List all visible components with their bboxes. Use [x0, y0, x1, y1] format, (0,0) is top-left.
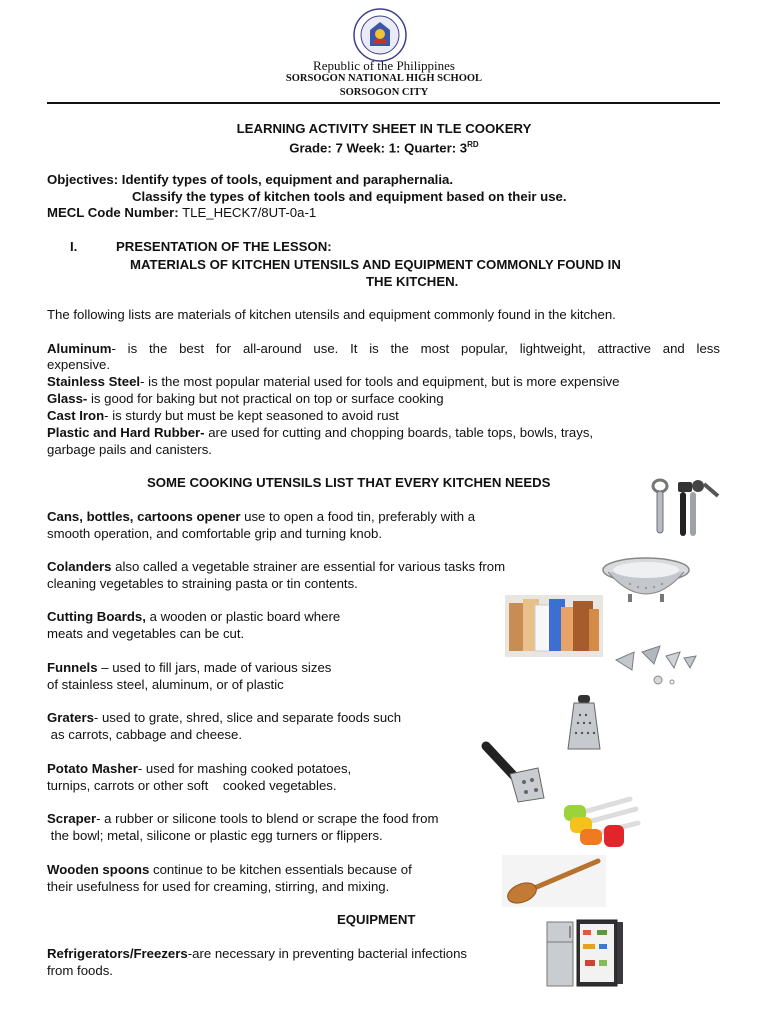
funnel-line2: of stainless steel, aluminum, or of plastic: [47, 677, 284, 692]
grater-line2: as carrots, cabbage and cheese.: [47, 727, 243, 742]
objectives-line1: [47, 172, 453, 188]
mecl-label: MECL Code Number:: [47, 205, 179, 220]
masher-line1: [47, 761, 351, 777]
header-city: SORSOGON CITY: [339, 87, 429, 98]
grater-icon: [566, 695, 602, 751]
deped-seal-icon: [353, 8, 407, 62]
grater-term: Graters: [47, 710, 94, 725]
iron-term: Cast Iron: [47, 408, 105, 423]
opener-term: Cans, bottles, cartoons opener: [47, 509, 241, 524]
grater-desc: - used to grate, shred, slice and separate foods such: [93, 710, 402, 725]
objectives-label: Objectives:: [47, 172, 119, 187]
plastic-desc: are used for cutting and chopping boards, table tops, bowls, trays,: [204, 425, 594, 440]
funnels-icon: [612, 642, 702, 688]
iron-desc: - is sturdy but must be kept seasoned to avoid rust: [104, 408, 399, 423]
plastic-line1: [47, 425, 593, 441]
glass-term: Glass-: [47, 391, 88, 406]
steel-desc: - is the most popular material used for tools and equipment, but is more expensive: [140, 374, 620, 389]
aluminum-line1: [47, 341, 720, 357]
scraper-icon: [560, 795, 644, 857]
spoon-line1: [47, 862, 412, 878]
funnel-line1: [47, 660, 331, 676]
aluminum-line2: expensive.: [47, 357, 111, 372]
colander-line2: cleaning vegetables to straining pasta or tin contents.: [47, 576, 358, 591]
cutting-boards-icon: [505, 595, 603, 657]
intro-text: The following lists are materials of kitchen utensils and equipment commonly found in the kitchen.: [47, 307, 616, 322]
wooden-spoon-icon: [502, 855, 606, 907]
opener-desc: use to open a food tin, preferably with a: [240, 509, 476, 524]
board-line1: [47, 609, 340, 625]
board-desc: a wooden or plastic board where: [145, 609, 341, 624]
spoon-desc: continue to be kitchen essentials because of: [149, 862, 412, 877]
opener-line1: [47, 509, 475, 525]
plastic-term: Plastic and Hard Rubber-: [47, 425, 205, 440]
masher-line2: turnips, carrots or other soft cooked vegetables.: [47, 778, 337, 793]
colander-term: Colanders: [47, 559, 112, 574]
header-divider: [47, 102, 720, 104]
section-heading: PRESENTATION OF THE LESSON:: [116, 239, 332, 254]
iron-line: [47, 408, 399, 424]
header-republic: Republic of the Philippines: [313, 58, 455, 73]
aluminum-term: Aluminum: [47, 341, 112, 356]
header-school: SORSOGON NATIONAL HIGH SCHOOL: [285, 73, 483, 84]
utensils-heading: SOME COOKING UTENSILS LIST THAT EVERY KITCHEN NEEDS: [147, 475, 551, 490]
objective-2: Classify the types of kitchen tools and equipment based on their use.: [132, 189, 567, 204]
grater-line1: [47, 710, 401, 726]
masher-desc: - used for mashing cooked potatoes,: [137, 761, 352, 776]
colander-line1: [47, 559, 505, 575]
masher-term: Potato Masher: [47, 761, 138, 776]
scraper-line1: [47, 811, 438, 827]
scraper-desc: - a rubber or silicone tools to blend or scrape the food from: [96, 811, 439, 826]
section-sub1: MATERIALS OF KITCHEN UTENSILS AND EQUIPMENT COMMONLY FOUND IN: [130, 257, 621, 272]
equipment-heading: EQUIPMENT: [337, 912, 416, 927]
colander-icon: [600, 556, 692, 606]
funnel-desc: – used to fill jars, made of various sizes: [97, 660, 332, 675]
scraper-line2: the bowl; metal, silicone or plastic egg turners or flippers.: [47, 828, 383, 843]
aluminum-desc: - is the best for all-around use. It is the most popular, lightweight, attractive and less: [111, 341, 720, 356]
sheet-title: LEARNING ACTIVITY SHEET IN TLE COOKERY: [236, 121, 532, 136]
section-sub2: THE KITCHEN.: [366, 274, 459, 289]
plastic-line2: garbage pails and canisters.: [47, 442, 212, 457]
funnel-term: Funnels: [47, 660, 98, 675]
colander-desc: also called a vegetable strainer are essential for various tasks from: [111, 559, 506, 574]
fridge-desc: -are necessary in preventing bacterial infections: [187, 946, 468, 961]
steel-term: Stainless Steel: [47, 374, 141, 389]
opener-line2: smooth operation, and comfortable grip and turning knob.: [47, 526, 383, 541]
mecl-line: [47, 205, 316, 221]
mecl-value: TLE_HECK7/8UT-0a-1: [182, 205, 317, 220]
grade-text: Grade: 7 Week: 1: Quarter: 3: [289, 140, 468, 156]
spoon-term: Wooden spoons: [47, 862, 150, 877]
section-numeral: I.: [70, 239, 78, 254]
glass-desc: is good for baking but not practical on top or surface cooking: [87, 391, 444, 406]
fridge-line2: from foods.: [47, 963, 113, 978]
grade-sup: RD: [467, 140, 479, 149]
scraper-term: Scraper: [47, 811, 97, 826]
potato-masher-icon: [480, 740, 550, 806]
spoon-line2: their usefulness for used for creaming, stirring, and mixing.: [47, 879, 390, 894]
fridge-line1: [47, 946, 467, 962]
grade-line: [0, 137, 768, 156]
board-term: Cutting Boards,: [47, 609, 146, 624]
glass-line: [47, 391, 444, 407]
fridge-term: Refrigerators/Freezers: [47, 946, 188, 961]
refrigerator-icon: [545, 918, 625, 988]
can-opener-icon: [648, 476, 722, 538]
steel-line: [47, 374, 620, 390]
board-line2: meats and vegetables can be cut.: [47, 626, 245, 641]
objective-1: Identify types of tools, equipment and paraphernalia.: [121, 172, 453, 187]
